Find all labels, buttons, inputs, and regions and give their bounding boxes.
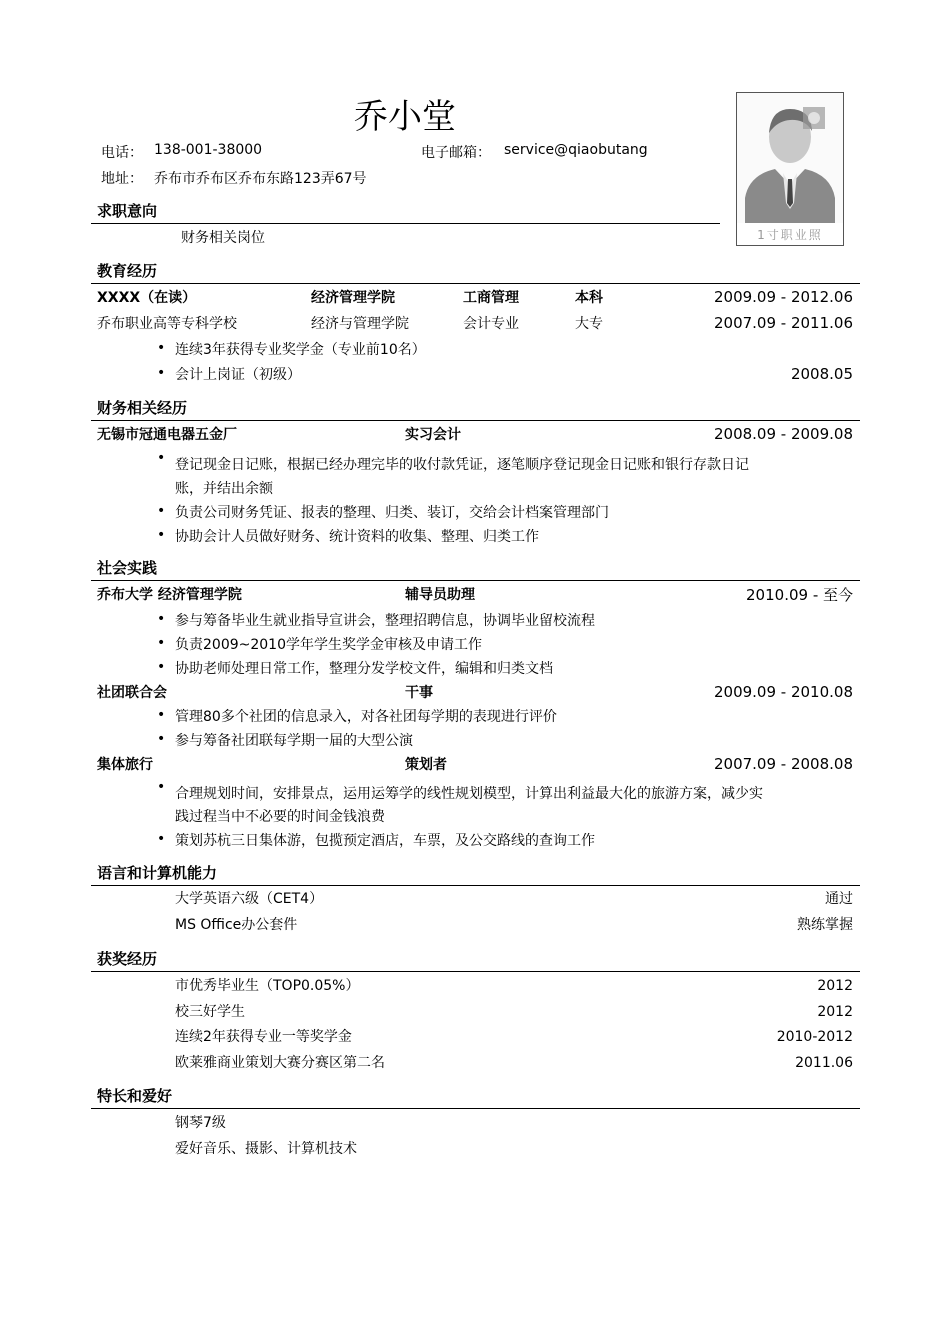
section-title-finance: 财务相关经历 <box>97 399 188 417</box>
hobby-item: 钢琴7级 <box>175 1115 226 1131</box>
phone-value: 138-001-38000 <box>154 142 263 158</box>
edu-bullet: 连续3年获得专业奖学金（专业前10名） <box>175 342 426 358</box>
edu-date: 2007.09 - 2011.06 <box>713 314 853 332</box>
bullet-icon: • <box>157 450 166 466</box>
bullet-icon: • <box>157 340 166 356</box>
social-bullet: 参与筹备社团联每学期一届的大型公演 <box>175 733 413 749</box>
bullet-icon: • <box>157 527 166 543</box>
section-title-education: 教育经历 <box>97 262 158 280</box>
social-date: 2007.09 - 2008.08 <box>713 755 853 773</box>
finance-bullet: 登记现金日记账，根据已经办理完毕的收付款凭证，逐笔顺序登记现金日记账和银行存款日记 <box>175 457 749 473</box>
social-date: 2009.09 - 2010.08 <box>713 683 853 701</box>
skill-level: 熟练掌握 <box>797 917 853 933</box>
section-divider <box>91 580 860 581</box>
bullet-icon: • <box>157 659 166 675</box>
resume-name: 乔小堂 <box>354 97 456 137</box>
section-title-hobbies: 特长和爱好 <box>97 1087 173 1105</box>
social-bullet: 管理80多个社团的信息录入，对各社团每学期的表现进行评价 <box>175 709 557 725</box>
award-date: 2012 <box>817 1004 853 1020</box>
finance-bullet-cont: 账，并结出余额 <box>175 481 273 497</box>
edu-major: 会计专业 <box>463 316 519 332</box>
award-name: 校三好学生 <box>175 1004 245 1020</box>
profile-photo <box>736 92 844 246</box>
award-date: 2012 <box>817 978 853 994</box>
award-date: 2010-2012 <box>776 1029 853 1045</box>
edu-bullet-date: 2008.05 <box>790 365 853 383</box>
address-value: 乔布市乔布区乔布东路123弄67号 <box>154 171 367 187</box>
edu-college: 经济与管理学院 <box>311 316 409 332</box>
skill-name: 大学英语六级（CET4） <box>175 891 324 907</box>
section-divider <box>91 283 860 284</box>
award-name: 连续2年获得专业一等奖学金 <box>175 1029 352 1045</box>
finance-role: 实习会计 <box>405 427 461 443</box>
award-name: 欧莱雅商业策划大赛分赛区第二名 <box>175 1055 385 1071</box>
edu-major: 工商管理 <box>463 290 519 306</box>
social-org: 乔布大学 经济管理学院 <box>97 587 242 603</box>
social-role: 辅导员助理 <box>405 587 475 603</box>
phone-label: 电话： <box>101 145 143 161</box>
social-bullet: 协助老师处理日常工作，整理分发学校文件，编辑和归类文档 <box>175 661 553 677</box>
section-divider <box>91 223 720 224</box>
social-org: 集体旅行 <box>97 757 153 773</box>
bullet-icon: • <box>157 611 166 627</box>
award-name: 市优秀毕业生（TOP0.05%） <box>175 978 360 994</box>
person-silhouette-icon <box>737 93 843 223</box>
section-title-social: 社会实践 <box>97 559 158 577</box>
bullet-icon: • <box>157 503 166 519</box>
section-title-objective: 求职意向 <box>97 202 158 220</box>
award-date: 2011.06 <box>795 1055 853 1071</box>
social-bullet: 合理规划时间，安排景点，运用运筹学的线性规划模型，计算出利益最大化的旅游方案，减少实 <box>175 786 763 802</box>
email-value: service@qiaobutang <box>504 142 648 158</box>
edu-date: 2009.09 - 2012.06 <box>713 288 853 306</box>
edu-bullet: 会计上岗证（初级） <box>175 367 301 383</box>
finance-org: 无锡市冠通电器五金厂 <box>97 427 237 443</box>
objective-text: 财务相关岗位 <box>181 230 265 246</box>
edu-school: XXXX（在读） <box>97 290 197 306</box>
social-date: 2010.09 - 至今 <box>746 586 853 604</box>
social-bullet: 策划苏杭三日集体游，包揽预定酒店，车票，及公交路线的查询工作 <box>175 833 595 849</box>
section-title-skills: 语言和计算机能力 <box>97 864 218 882</box>
email-label: 电子邮箱： <box>421 145 491 161</box>
social-role: 策划者 <box>405 757 447 773</box>
edu-college: 经济管理学院 <box>311 290 395 306</box>
skill-level: 通过 <box>825 891 853 907</box>
edu-degree: 大专 <box>575 316 603 332</box>
social-bullet: 参与筹备毕业生就业指导宣讲会，整理招聘信息，协调毕业留校流程 <box>175 613 595 629</box>
edu-school: 乔布职业高等专科学校 <box>97 316 237 332</box>
bullet-icon: • <box>157 831 166 847</box>
hobby-item: 爱好音乐、摄影、计算机技术 <box>175 1141 357 1157</box>
bullet-icon: • <box>157 635 166 651</box>
bullet-icon: • <box>157 731 166 747</box>
section-divider <box>91 885 860 886</box>
section-divider <box>91 1108 860 1109</box>
address-label: 地址： <box>101 171 143 187</box>
section-divider <box>91 420 860 421</box>
bullet-icon: • <box>157 779 166 795</box>
bullet-icon: • <box>157 365 166 381</box>
social-role: 干事 <box>405 685 433 701</box>
edu-degree: 本科 <box>575 290 603 306</box>
social-org: 社团联合会 <box>97 685 167 701</box>
bullet-icon: • <box>157 707 166 723</box>
social-bullet-cont: 践过程当中不必要的时间金钱浪费 <box>175 809 385 825</box>
social-bullet: 负责2009~2010学年学生奖学金审核及申请工作 <box>175 637 482 653</box>
finance-date: 2008.09 - 2009.08 <box>713 425 853 443</box>
section-title-awards: 获奖经历 <box>97 950 158 968</box>
finance-bullet: 协助会计人员做好财务、统计资料的收集、整理、归类工作 <box>175 529 539 545</box>
photo-caption: 1寸职业照 <box>757 228 823 242</box>
finance-bullet: 负责公司财务凭证、报表的整理、归类、装订，交给会计档案管理部门 <box>175 505 609 521</box>
section-divider <box>91 971 860 972</box>
skill-name: MS Office办公套件 <box>175 917 298 933</box>
